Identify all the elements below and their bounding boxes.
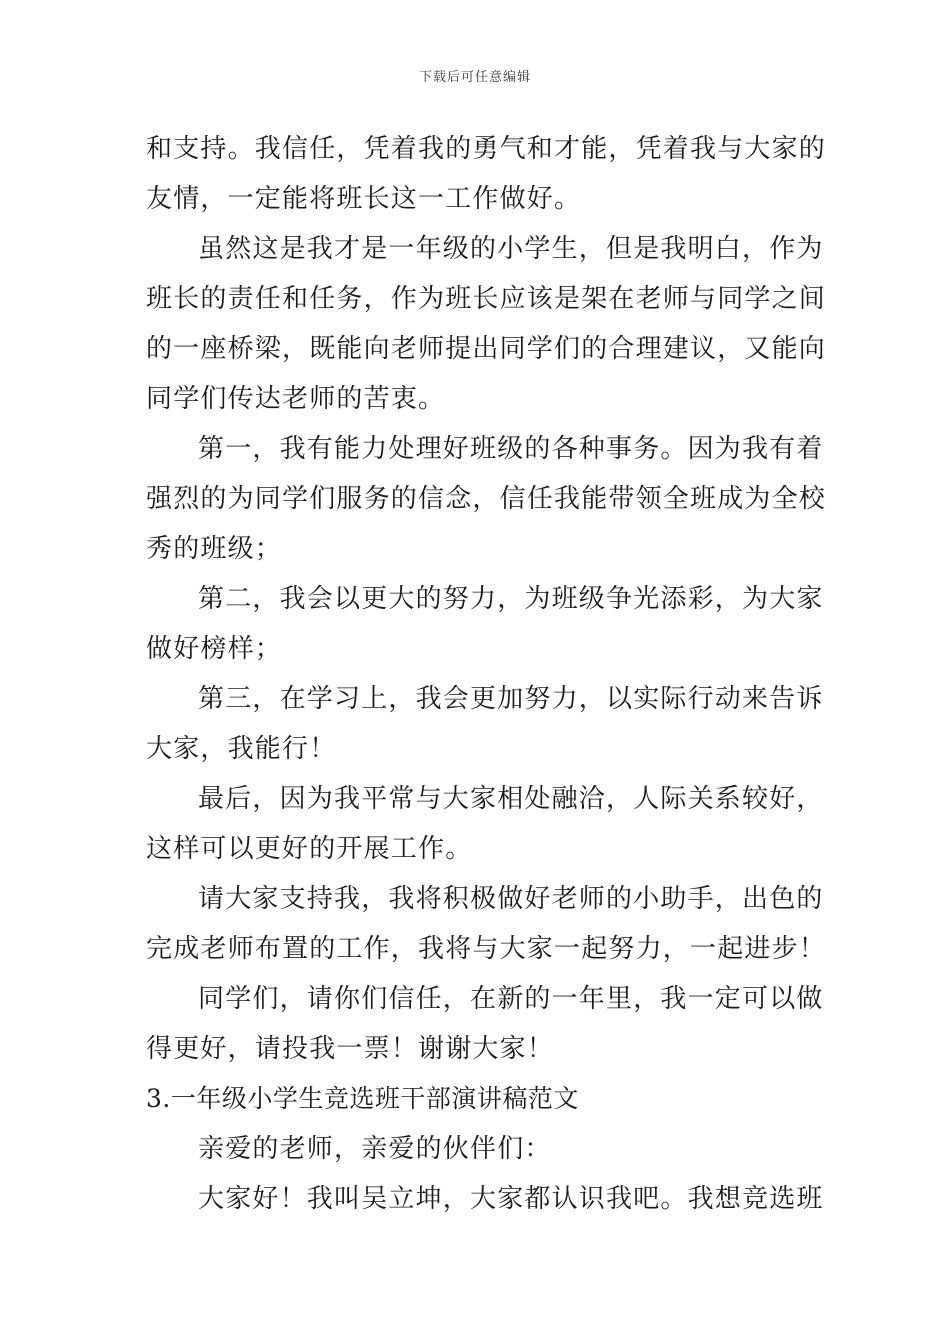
header-note: 下载后可任意编辑 bbox=[418, 70, 531, 85]
paragraph-start: 第三，在学习上，我会更加努力，以实际行动来告诉 bbox=[198, 684, 824, 714]
paragraph-start: 最后，因为我平常与大家相处融洽，人际关系较好， bbox=[198, 784, 824, 814]
section-heading: 3.一年级小学生竞选班干部演讲稿范文 bbox=[146, 1084, 579, 1113]
paragraph-start: 同学们，请你们信任，在新的一年里，我一定可以做 bbox=[198, 984, 824, 1014]
text-line: 强烈的为同学们服务的信念，信任我能带领全班成为全校 bbox=[146, 484, 827, 514]
text-line: 班长的责任和任务，作为班长应该是架在老师与同学之间 bbox=[146, 284, 827, 314]
text-line: 这样可以更好的开展工作。 bbox=[146, 834, 473, 864]
text-line: 大家，我能行！ bbox=[146, 734, 337, 764]
text-line: 的一座桥梁，既能向老师提出同学们的合理建议，又能向 bbox=[146, 334, 827, 364]
paragraph-start: 大家好！我叫吴立坤，大家都认识我吧。我想竞选班 bbox=[198, 1184, 824, 1214]
text-line: 做好榜样； bbox=[146, 634, 283, 664]
document-body bbox=[146, 124, 827, 1224]
text-line: 得更好，请投我一票！谢谢大家！ bbox=[146, 1034, 555, 1064]
paragraph-start: 请大家支持我，我将积极做好老师的小助手，出色的 bbox=[198, 884, 824, 914]
salutation: 亲爱的老师，亲爱的伙伴们： bbox=[198, 1134, 552, 1164]
text-line: 同学们传达老师的苦衷。 bbox=[146, 384, 446, 414]
paragraph-start: 第二，我会以更大的努力，为班级争光添彩，为大家 bbox=[198, 584, 824, 614]
text-line: 完成老师布置的工作，我将与大家一起努力，一起进步！ bbox=[146, 934, 827, 964]
text-line: 友情，一定能将班长这一工作做好。 bbox=[146, 184, 582, 214]
paragraph-start: 虽然这是我才是一年级的小学生，但是我明白，作为 bbox=[198, 234, 824, 264]
paragraph-start: 第一，我有能力处理好班级的各种事务。因为我有着 bbox=[198, 434, 824, 464]
text-line: 和支持。我信任，凭着我的勇气和才能，凭着我与大家的 bbox=[146, 134, 827, 164]
text-line: 秀的班级； bbox=[146, 534, 283, 564]
